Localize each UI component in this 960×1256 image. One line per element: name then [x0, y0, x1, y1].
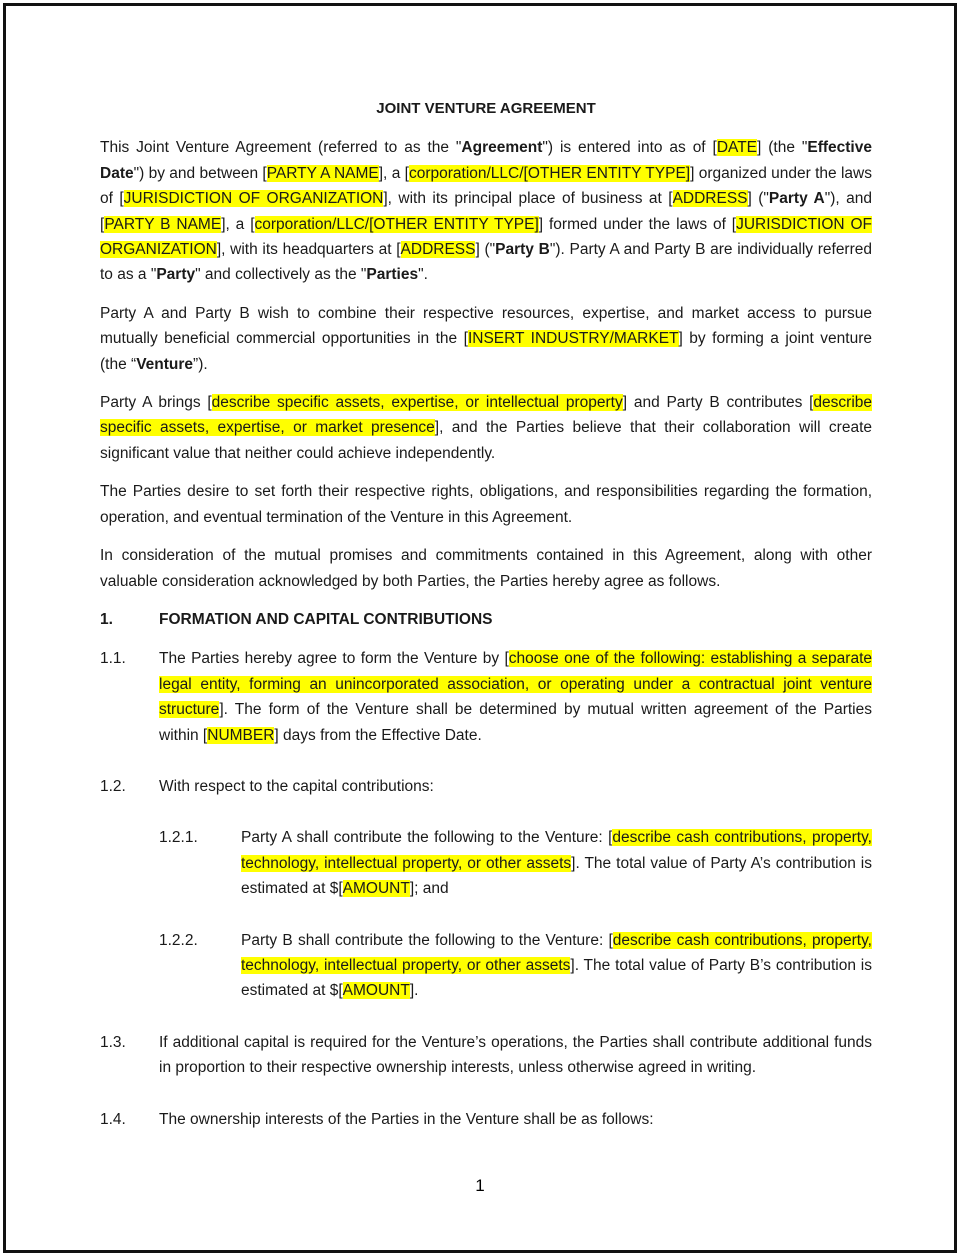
consideration-paragraph: In consideration of the mutual promises and commitments contained in this Agreement, along with other valuable consideration acknowledged by both Parties, the Parties hereby agree as follows. — [100, 547, 872, 590]
text-run: ]. The total value of Party A’s contribution is estimated at $[ — [241, 854, 872, 898]
defined-term: Agreement — [461, 139, 543, 157]
section-title: FORMATION AND CAPITAL CONTRIBUTIONS — [159, 610, 493, 628]
placeholder-number: NUMBER — [207, 726, 275, 744]
defined-term: Party A — [768, 190, 825, 208]
defined-term: Party B — [495, 241, 550, 259]
text-run: ") by and between [ — [133, 164, 267, 182]
placeholder-industry: INSERT INDUSTRY/MARKET — [467, 330, 679, 348]
clause-number: 1.2.1. — [159, 829, 198, 847]
text-run: ] (" — [747, 190, 769, 208]
text-run: ") is entered into as of [ — [542, 139, 717, 157]
text-run: ] (the " — [757, 139, 808, 157]
page-number: 1 — [475, 1176, 485, 1195]
text-run: ”). — [193, 355, 208, 373]
clause-text — [241, 825, 872, 901]
clause-1-2 — [100, 774, 872, 799]
text-run: ], with its principal place of business at [ — [383, 190, 673, 208]
clause-text: The ownership interests of the Parties in the Venture shall be as follows: — [159, 1110, 654, 1128]
text-run: ]. — [409, 982, 419, 1000]
clause-1-4 — [100, 1107, 872, 1132]
text-run: ". — [418, 266, 428, 284]
text-run: ] days from the Effective Date. — [274, 726, 482, 744]
clause-text — [159, 646, 872, 748]
clause-number: 1.2. — [100, 777, 126, 795]
text-run: "), and [ — [100, 190, 873, 233]
text-run: ] organized under the laws of [ — [100, 164, 872, 208]
clause-number: 1.3. — [100, 1033, 126, 1051]
clause-1-3 — [100, 1030, 872, 1081]
clause-number: 1.1. — [100, 650, 126, 668]
document-title: JOINT VENTURE AGREEMENT — [376, 100, 596, 117]
text-run: ], a [ — [221, 215, 255, 233]
defined-term: Venture — [136, 355, 194, 373]
text-run: ]; and — [409, 880, 449, 898]
clause-number: 1.4. — [100, 1110, 126, 1128]
placeholder-amount: AMOUNT — [342, 880, 410, 898]
clause-1-1 — [100, 646, 872, 748]
placeholder-jurisdiction: JURISDICTION OF ORGANIZATION — [100, 215, 873, 259]
text-run: " and collectively as the " — [195, 266, 367, 284]
text-run: The Parties hereby agree to form the Venture by [ — [159, 650, 509, 668]
placeholder-jurisdiction: JURISDICTION OF ORGANIZATION — [123, 190, 384, 208]
placeholder-party-b-contribution: describe cash contributions, property, technology, intellectual property, or other assets — [241, 931, 872, 974]
text-run: "). Party A and Party B are individually referred to as a " — [100, 241, 873, 284]
defined-term: Parties — [366, 266, 419, 284]
text-run: Party A shall contribute the following to the Venture: [ — [241, 829, 613, 847]
section-heading — [100, 607, 872, 632]
text-run: ]. The total value of Party B’s contribution is estimated at $[ — [241, 956, 873, 1000]
clause-text: With respect to the capital contributions: — [159, 777, 434, 795]
text-run: ], with its headquarters at [ — [216, 241, 401, 259]
clause-1-2-1 — [159, 825, 872, 901]
clause-text: If additional capital is required for the Venture’s operations, the Parties shall contribute additional funds in proportion to their respective ownership interests, unless otherwise agreed in writing. — [159, 1033, 872, 1077]
text-run: ], a [ — [378, 164, 409, 182]
placeholder-venture-form: choose one of the following: establishing a separate legal entity, forming an unincorporated association, or operating under a contractual joint venture structure — [159, 650, 873, 719]
placeholder-entity-type: corporation/LLC/[OTHER ENTITY TYPE] — [408, 164, 691, 182]
placeholder-address: ADDRESS — [400, 241, 476, 259]
text-run: ], and the Parties believe that their collaboration will create significant value that neither could achieve independently. — [100, 419, 872, 462]
clause-text — [241, 928, 872, 1004]
text-run: Party A and Party B wish to combine their respective resources, expertise, and market access to pursue mutually beneficial commercial opportunities in the [ — [100, 304, 872, 348]
placeholder-party-a-name: PARTY A NAME — [266, 164, 379, 182]
defined-term: Party — [156, 266, 196, 284]
text-run: Party A brings [ — [100, 394, 212, 412]
placeholder-date: DATE — [716, 139, 758, 157]
defined-term: Effective Date — [100, 139, 872, 182]
document-page — [3, 3, 957, 1253]
clause-1-2-2 — [159, 928, 872, 1004]
text-run: ] (" — [475, 241, 496, 259]
placeholder-party-b-assets: describe specific assets, expertise, or market presence — [100, 394, 873, 437]
contributions-paragraph — [100, 390, 872, 466]
placeholder-amount: AMOUNT — [342, 982, 410, 1000]
placeholder-party-a-assets: describe specific assets, expertise, or intellectual property — [211, 394, 623, 412]
rights-paragraph: The Parties desire to set forth their respective rights, obligations, and responsibilities regarding the formation, operation, and eventual termination of the Venture in this Agreement. — [100, 483, 872, 526]
placeholder-address: ADDRESS — [672, 190, 748, 208]
placeholder-party-a-contribution: describe cash contributions, property, technology, intellectual property, or other assets — [241, 829, 872, 872]
placeholder-entity-type: corporation/LLC/[OTHER ENTITY TYPE] — [254, 215, 539, 233]
document-body — [100, 96, 872, 1158]
text-run: ] by forming a joint venture (the “ — [100, 330, 872, 373]
text-run: ]. The form of the Venture shall be determined by mutual written agreement of the Parties within [ — [159, 701, 872, 744]
clause-number: 1.2.2. — [159, 931, 198, 949]
text-run: ] and Party B contributes [ — [622, 394, 814, 412]
intro-paragraph — [100, 135, 872, 287]
section-number: 1. — [100, 610, 113, 628]
text-run: Party B shall contribute the following to the Venture: [ — [241, 931, 613, 949]
text-run: This Joint Venture Agreement (referred to as the " — [100, 139, 462, 157]
placeholder-party-b-name: PARTY B NAME — [104, 215, 222, 233]
purpose-paragraph — [100, 301, 872, 377]
text-run: ] formed under the laws of [ — [538, 215, 737, 233]
